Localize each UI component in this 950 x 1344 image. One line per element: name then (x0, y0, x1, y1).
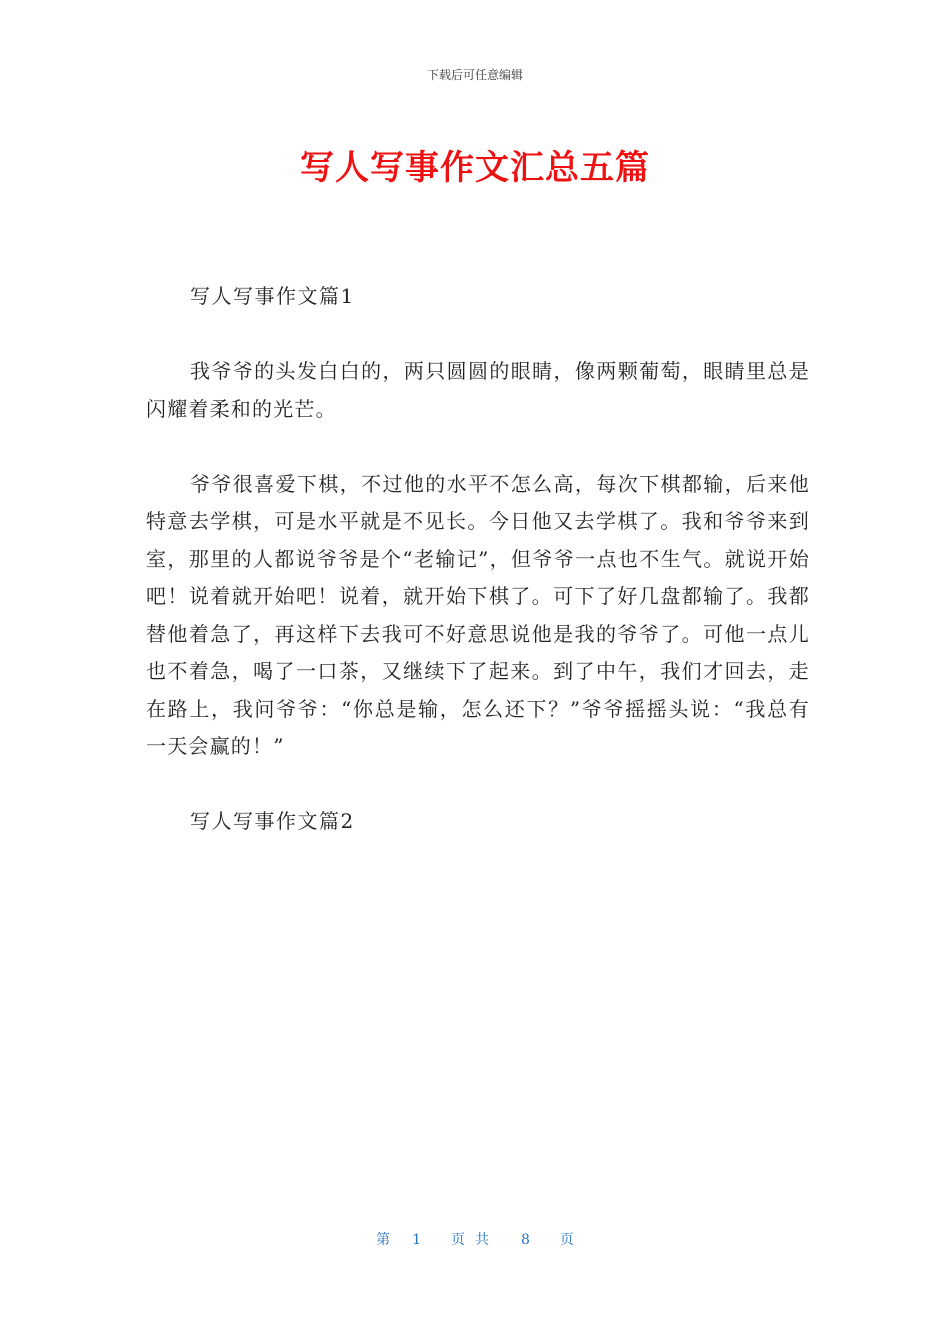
footer-page-mid: 页共 (451, 1232, 499, 1248)
footer-page-label: 第 (376, 1232, 391, 1248)
paragraph-2: 爷爷很喜爱下棋，不过他的水平不怎么高，每次下棋都输，后来他特意去学棋，可是水平就是不见长。今日他又去学棋了。我和爷爷来到室，那里的人都说爷爷是个“老输记”，但爷爷一点也不生气。就说开始吧！说着就开始吧！说着，就开始下棋了。可下了好几盘都输了。我都替他着急了，再这样下去我可不好意思说他是我的爷爷了。可他一点儿也不着急，喝了一口茶，又继续下了起来。到了中午，我们才回去，走在路上，我问爷爷：“你总是输，怎么还下？”爷爷摇摇头说：“我总有一天会赢的！” (146, 471, 810, 758)
section-heading-1: 写人写事作文篇1 (190, 284, 355, 308)
header-note: 下载后可任意编辑 (426, 68, 523, 82)
document-body (146, 278, 810, 878)
section-heading-2: 写人写事作文篇2 (190, 809, 355, 833)
footer-total-pages: 8 (521, 1232, 530, 1248)
footer-page-suffix: 页 (559, 1232, 574, 1248)
paragraph-1: 我爷爷的头发白白的，两只圆圆的眼睛，像两颗葡萄，眼睛里总是闪耀着柔和的光芒。 (146, 359, 810, 421)
page-footer (0, 1229, 950, 1249)
footer-page-number: 1 (412, 1232, 421, 1248)
document-title: 写人写事作文汇总五篇 (300, 148, 650, 188)
